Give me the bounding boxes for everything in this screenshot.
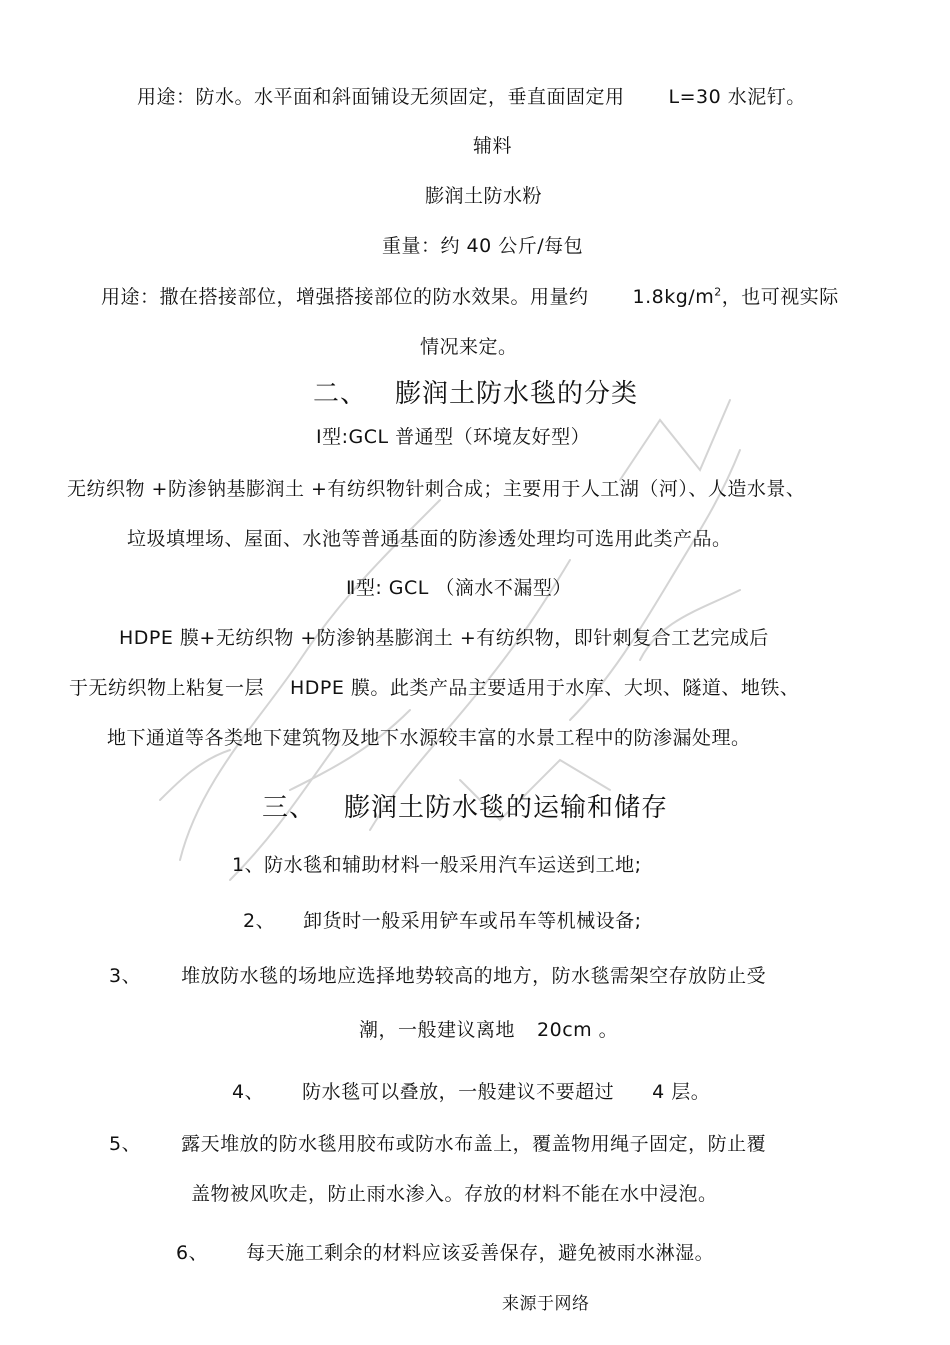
- list-item-text: 每天施工剩余的材料应该妥善保存，避免被雨水淋湿。: [246, 1242, 715, 1264]
- list-item-number: 6、: [176, 1242, 209, 1264]
- usage-text: 用途：防水。水平面和斜面铺设无须固定，垂直面固定用: [137, 86, 625, 108]
- list-item-text: 堆放防水毯的场地应选择地势较高的地方，防水毯需架空存放防止受: [181, 965, 767, 987]
- source-footer: 来源于网络: [502, 1294, 590, 1314]
- list-item: [109, 1132, 766, 1156]
- list-item-text: 防水毯和辅助材料一般采用汽车运送到工地;: [264, 854, 642, 876]
- dosage-value: 1.8kg/m: [632, 286, 715, 308]
- powder-usage-cont: 情况来定。: [420, 336, 518, 358]
- type-2-desc-line-1: HDPE 膜+无纺织物 +防渗钠基膨润土 +有纺织物，即针刺复合工艺完成后: [119, 627, 769, 649]
- list-item-number: 3、: [109, 965, 142, 987]
- type-2-desc-part-b: HDPE 膜。此类产品主要适用于水库、大坝、隧道、地铁、: [290, 677, 800, 699]
- section-2-text: 膨润土防水毯的分类: [395, 379, 639, 409]
- section-3-title: [262, 792, 668, 824]
- usage-line: [137, 85, 806, 109]
- list-item-text: 防水毯可以叠放，一般建议不要超过: [302, 1081, 615, 1103]
- list-item-text: 卸货时一般采用铲车或吊车等机械设备;: [303, 910, 642, 932]
- section-3-number: 三、: [262, 793, 317, 823]
- list-item-cont: 盖物被风吹走，防止雨水渗入。存放的材料不能在水中浸泡。: [191, 1183, 718, 1205]
- layer-count-value: 4 层。: [652, 1081, 711, 1103]
- type-1-title: Ⅰ型:GCL 普通型（环境友好型）: [316, 426, 591, 448]
- type-2-desc-part-a: 于无纺织物上粘复一层: [69, 677, 265, 699]
- type-1-desc-line-2: 垃圾填埋场、屋面、水池等普通基面的防渗透处理均可选用此类产品。: [127, 528, 732, 550]
- list-item: [243, 909, 642, 933]
- list-item: [232, 853, 642, 877]
- powder-usage-tail: ，也可视实际: [721, 286, 839, 308]
- height-value: 20cm 。: [537, 1019, 619, 1041]
- list-item-cont: [359, 1018, 618, 1042]
- list-item-number: 1、: [232, 854, 265, 876]
- list-item: [109, 964, 766, 988]
- powder-usage-line: [101, 285, 839, 309]
- section-3-text: 膨润土防水毯的运输和储存: [344, 793, 669, 823]
- list-item-text: 露天堆放的防水毯用胶布或防水布盖上，覆盖物用绳子固定，防止覆: [181, 1133, 767, 1155]
- powder-usage-text: 用途：撒在搭接部位，增强搭接部位的防水效果。用量约: [101, 286, 589, 308]
- nail-spec-text: L=30 水泥钉。: [668, 86, 806, 108]
- list-item-number: 4、: [232, 1081, 265, 1103]
- type-2-desc-line-2: [69, 676, 799, 700]
- list-item: [232, 1080, 710, 1104]
- bentonite-powder-label: 膨润土防水粉: [425, 185, 543, 207]
- section-2-title: [313, 378, 638, 410]
- list-item: [176, 1241, 714, 1265]
- list-item-cont-text: 潮，一般建议离地: [359, 1019, 516, 1041]
- auxiliary-heading: 辅料: [473, 135, 513, 157]
- section-2-number: 二、: [313, 379, 368, 409]
- dosage-exponent: 2: [714, 285, 722, 299]
- list-item-number: 2、: [243, 910, 276, 932]
- list-item-number: 5、: [109, 1133, 142, 1155]
- type-2-title: Ⅱ型: GCL （滴水不漏型）: [346, 577, 572, 599]
- weight-line: 重量：约 40 公斤/每包: [382, 235, 584, 257]
- type-2-desc-line-3: 地下通道等各类地下建筑物及地下水源较丰富的水景工程中的防渗漏处理。: [107, 727, 751, 749]
- type-1-desc-line-1: 无纺织物 +防渗钠基膨润土 +有纺织物针刺合成；主要用于人工湖（河）、人造水景、: [67, 478, 806, 500]
